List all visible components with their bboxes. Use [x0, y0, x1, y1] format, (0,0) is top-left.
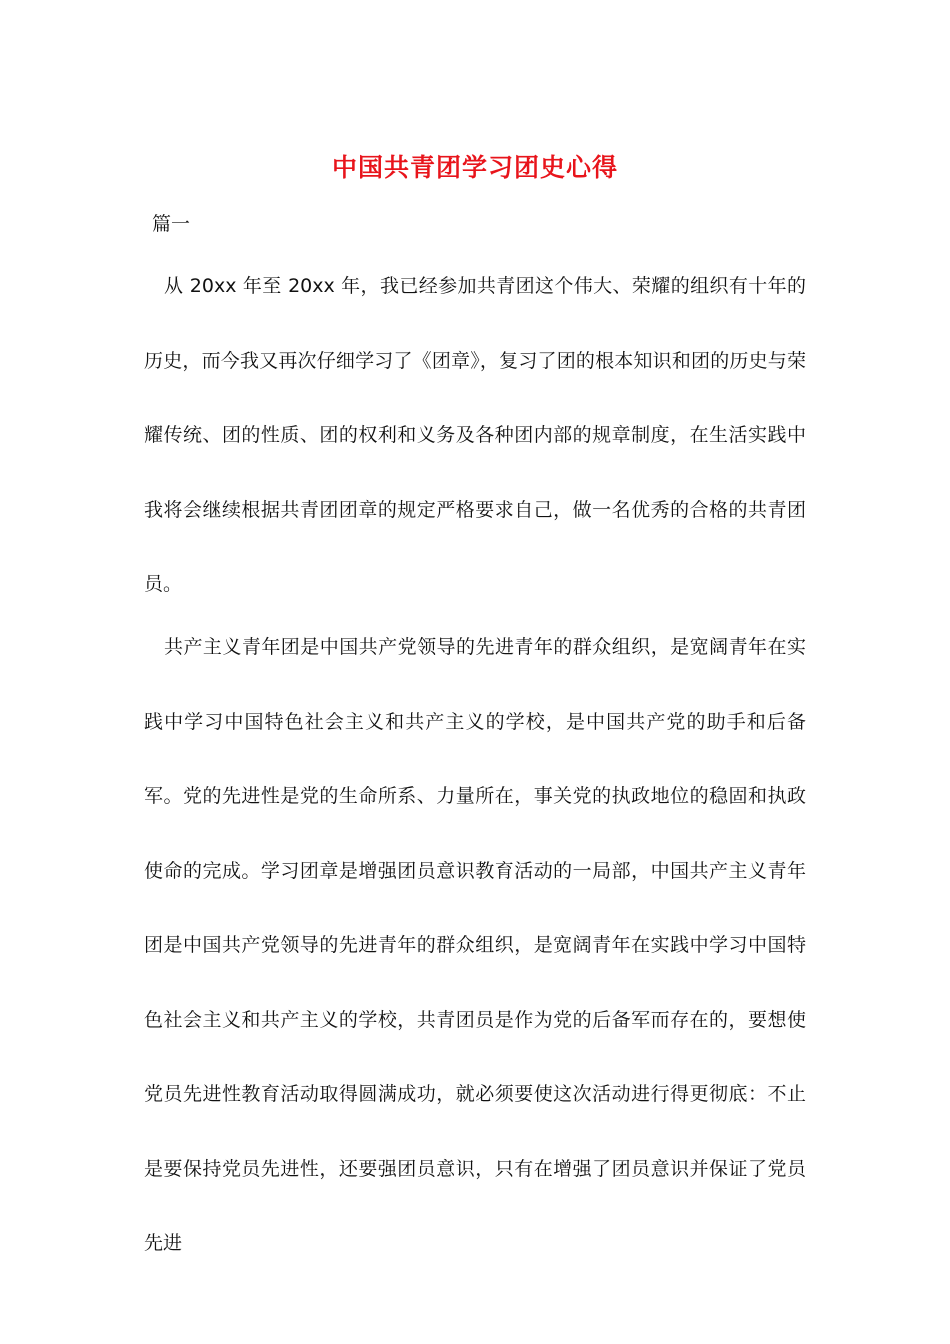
paragraph-1: 从 20xx 年至 20xx 年，我已经参加共青团这个伟大、荣耀的组织有十年的历史，而今我又再次仔细学习了《团章》，复习了团的根本知识和团的历史与荣耀传统、团的性质、团的权利和义务及各种团内部的规章制度，在生活实践中我将会继续根据共青团团章的规定严格要求自己，做一名优秀的合格的共青团员。	[144, 275, 806, 595]
paragraph-2: 共产主义青年团是中国共产党领导的先进青年的群众组织，是宽阔青年在实践中学习中国特色社会主义和共产主义的学校，是中国共产党的助手和后备军。党的先进性是党的生命所系、力量所在，事关党的执政地位的稳固和执政使命的完成。学习团章是增强团员意识教育活动的一局部，中国共产主义青年团是中国共产党领导的先进青年的群众组织，是宽阔青年在实践中学习中国特色社会主义和共产主义的学校，共青团员是作为党的后备军而存在的，要想使党员先进性教育活动取得圆满成功，就必须要使这次活动进行得更彻底：不止是要保持党员先进性，还要强团员意识，只有在增强了团员意识并保证了党员先进	[144, 636, 806, 1254]
section-label: 篇一	[152, 213, 191, 235]
document-title: 中国共青团学习团史心得	[331, 153, 618, 182]
